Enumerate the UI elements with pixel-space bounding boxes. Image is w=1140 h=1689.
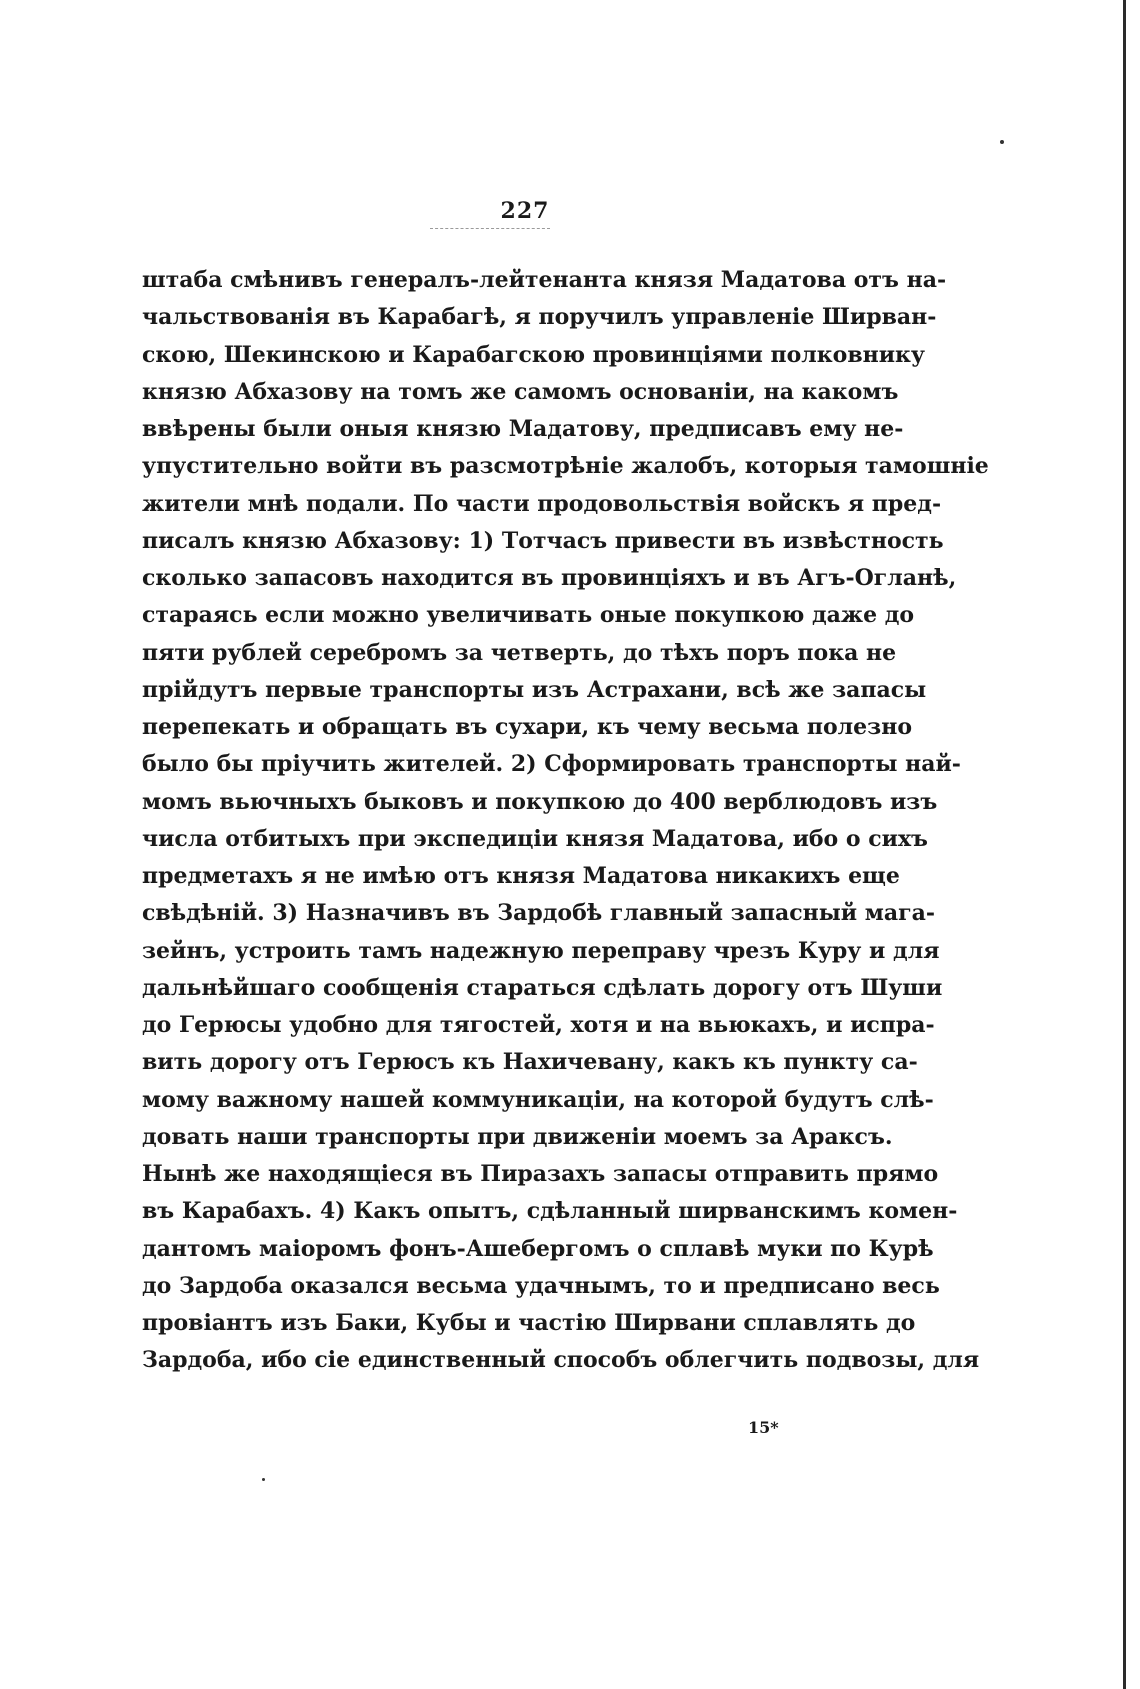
page-number-rule [430,228,550,229]
text-line: свѣдѣній. 3) Назначивъ въ Зардобѣ главный запасный мага- [142,900,935,927]
text-line: упустительно войти въ разсмотрѣніе жалобъ, которыя тамошніе [142,453,989,480]
text-line: князю Абхазову на томъ же самомъ основаніи, на какомъ [142,378,899,405]
text-line: дантомъ маіоромъ фонъ-Ашебергомъ о сплавѣ муки по Курѣ [142,1235,934,1262]
text-line: было бы пріучить жителей. 2) Сформировать транспорты най- [142,751,961,778]
text-line: вить дорогу отъ Герюсъ къ Нахичевану, какъ къ пункту са- [142,1049,918,1076]
text-line: Зардоба, ибо сіе единственный способъ облегчить подвозы, для [142,1347,980,1374]
text-line: до Герюсы удобно для тягостей, хотя и на вьюкахъ, и испра- [142,1012,935,1038]
text-line: прійдутъ первые транспорты изъ Астрахани, всѣ же запасы [142,676,927,703]
text-line: числа отбитыхъ при экспедиціи князя Мадатова, ибо о сихъ [142,825,928,852]
text-line: дальнѣйшаго сообщенія стараться сдѣлать дорогу отъ Шуши [142,974,943,1001]
text-line: зейнъ, устроить тамъ надежную переправу чрезъ Куру и для [142,937,940,964]
text-line: провіантъ изъ Баки, Кубы и частію Ширвани сплавлять до [142,1310,916,1336]
scan-speck [1000,140,1004,144]
text-line: жители мнѣ подали. По части продовольствія войскъ я пред- [142,490,942,517]
text-line: мому важному нашей коммуникаціи, на которой будутъ слѣ- [142,1086,934,1113]
text-line: штаба смѣнивъ генералъ-лейтенанта князя Мадатова отъ на- [142,267,947,293]
text-line: писалъ князю Абхазову: 1) Тотчасъ привести въ извѣстность [142,527,944,554]
text-line: перепекать и обращать въ сухари, къ чему весьма полезно [142,714,912,740]
page-number: 227 [500,198,550,224]
text-line: Нынѣ же находящіеся въ Пиразахъ запасы отправить прямо [142,1161,939,1187]
scan-edge-line [1123,0,1126,1689]
text-line: скою, Шекинскою и Карабагскою провинціями полковнику [142,341,926,368]
text-line: до Зардоба оказался весьма удачнымъ, то и предписано весь [142,1272,940,1299]
scan-speck [262,1478,265,1481]
text-line: предметахъ я не имѣю отъ князя Мадатова никакихъ еще [142,863,900,889]
text-line: чальствованія въ Карабагѣ, я поручилъ управленіе Ширван- [142,304,937,331]
signature-mark: 15* [748,1418,779,1437]
text-line: ввѣрены были оныя князю Мадатову, предписавъ ему не- [142,416,904,442]
body-text [142,262,989,1380]
text-line: довать наши транспорты при движеніи моемъ за Араксъ. [142,1123,893,1150]
text-line: сколько запасовъ находится въ провинціяхъ и въ Агъ-Огланѣ, [142,565,957,591]
text-line: пяти рублей серебромъ за четверть, до тѣхъ поръ пока не [142,639,897,666]
text-line: момъ вьючныхъ быковъ и покупкою до 400 верблюдовъ изъ [142,788,938,815]
text-line: стараясь если можно увеличивать оные покупкою даже до [142,602,915,629]
text-line: въ Карабахъ. 4) Какъ опытъ, сдѣланный ширванскимъ комен- [142,1198,958,1225]
